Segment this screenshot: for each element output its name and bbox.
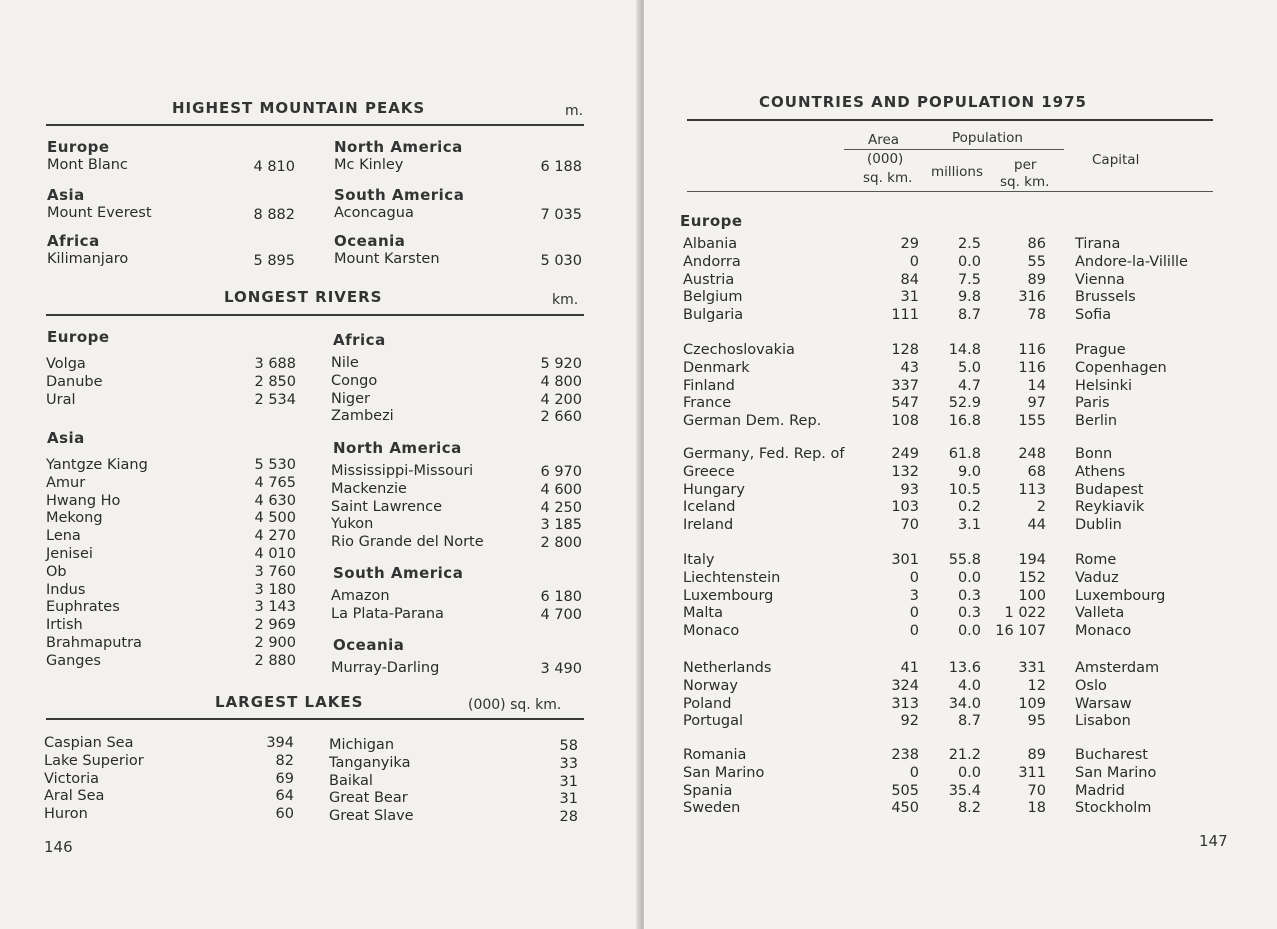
country-population: 4.7	[957, 377, 981, 394]
lakes-rule	[46, 718, 584, 720]
river-name: Ural	[46, 391, 76, 408]
mountain-region: Africa	[47, 232, 100, 250]
lake-name: Great Slave	[329, 808, 414, 825]
river-name: Hwang Ho	[46, 492, 121, 509]
country-capital: Prague	[1075, 342, 1126, 358]
river-length: 3 688	[254, 356, 296, 372]
lake-name: Baikal	[329, 772, 373, 789]
country-population: 61.8	[948, 446, 981, 462]
header-per: per	[1014, 157, 1037, 173]
page-number-left: 146	[44, 838, 73, 856]
mountain-height: 5 895	[253, 253, 295, 269]
country-name: Hungary	[683, 481, 745, 498]
region-europe: Europe	[680, 212, 743, 230]
mountain-height: 6 188	[540, 159, 582, 175]
lake-area: 394	[266, 735, 294, 751]
river-name: Saint Lawrence	[331, 498, 443, 515]
country-name: Czechoslovakia	[683, 342, 795, 358]
mountain-region: North America	[334, 138, 463, 156]
country-capital: Helsinki	[1075, 377, 1133, 394]
country-capital: Oslo	[1075, 677, 1107, 694]
mountain-height: 4 810	[253, 159, 295, 175]
header-area: Area	[868, 132, 900, 148]
country-area: 103	[891, 499, 919, 516]
river-name: Yantgze Kiang	[46, 457, 148, 473]
river-name: Nile	[331, 355, 359, 371]
country-name: Iceland	[683, 499, 736, 516]
country-area: 84	[900, 271, 919, 288]
country-population: 14.8	[948, 342, 981, 358]
country-area: 505	[891, 782, 919, 799]
country-area: 70	[900, 517, 919, 534]
river-name: Danube	[46, 373, 103, 390]
country-capital: Stockholm	[1075, 800, 1152, 817]
header-bottom-rule	[687, 191, 1213, 192]
country-density: 14	[1027, 377, 1046, 394]
country-area: 249	[891, 446, 919, 462]
country-capital: Sofia	[1075, 307, 1112, 324]
rivers-unit: km.	[552, 292, 579, 308]
countries-top-rule	[687, 119, 1213, 121]
country-capital: Amsterdam	[1075, 660, 1160, 676]
country-density: 194	[1018, 552, 1046, 568]
country-density: 1 022	[1004, 605, 1046, 622]
river-region-south-america: South America	[333, 564, 464, 582]
country-area: 238	[891, 747, 919, 763]
river-length: 3 490	[540, 661, 582, 677]
country-area: 0	[909, 623, 919, 640]
river-region-asia: Asia	[47, 429, 85, 447]
lake-area: 28	[559, 809, 578, 826]
country-area: 0	[909, 764, 919, 781]
country-population: 55.8	[948, 552, 981, 568]
country-capital: Tirana	[1075, 236, 1121, 252]
country-name: Liechtenstein	[683, 569, 781, 586]
country-capital: Madrid	[1075, 782, 1125, 799]
country-name: Albania	[683, 236, 738, 252]
country-density: 152	[1018, 569, 1046, 586]
country-area: 0	[909, 605, 919, 622]
river-name: Volga	[46, 356, 86, 372]
river-length: 2 969	[254, 617, 296, 634]
country-capital: San Marino	[1075, 764, 1157, 781]
lake-area: 69	[275, 770, 294, 787]
lake-name: Caspian Sea	[44, 735, 134, 751]
country-capital: Bonn	[1075, 446, 1113, 462]
country-name: Norway	[683, 677, 739, 694]
lake-name: Michigan	[329, 737, 395, 753]
river-length: 3 180	[254, 581, 296, 598]
rivers-rule	[46, 314, 584, 316]
country-capital: Valleta	[1075, 605, 1125, 622]
country-area: 111	[891, 307, 919, 324]
country-name: Andorra	[683, 253, 741, 270]
country-area: 108	[891, 413, 919, 430]
lake-area: 58	[559, 738, 578, 754]
header-underline	[844, 149, 1064, 150]
lakes-unit: (000) sq. km.	[468, 697, 562, 713]
country-capital: Reykiavik	[1075, 499, 1145, 516]
country-area: 0	[909, 253, 919, 270]
river-name: Amur	[46, 474, 86, 491]
country-name: Germany, Fed. Rep. of	[683, 446, 845, 462]
river-region-africa: Africa	[333, 331, 386, 349]
lake-name: Great Bear	[329, 790, 408, 807]
mountain-name: Mount Everest	[47, 205, 152, 221]
lake-name: Lake Superior	[44, 752, 144, 769]
river-length: 5 530	[254, 457, 296, 473]
country-density: 89	[1027, 271, 1046, 288]
country-capital: Dublin	[1075, 517, 1122, 534]
river-region-north-america: North America	[333, 439, 462, 457]
country-capital: Vaduz	[1075, 569, 1119, 586]
country-population: 52.9	[948, 395, 981, 412]
mountain-region: South America	[334, 186, 465, 204]
country-name: Luxembourg	[683, 587, 774, 604]
country-population: 8.7	[957, 713, 981, 730]
river-name: Mackenzie	[331, 480, 407, 497]
country-area: 0	[909, 569, 919, 586]
country-area: 313	[891, 695, 919, 712]
country-capital: Rome	[1075, 552, 1117, 568]
country-name: San Marino	[683, 764, 765, 781]
river-length: 2 900	[254, 635, 296, 651]
country-population: 0.3	[957, 587, 981, 604]
river-length: 4 700	[540, 606, 582, 623]
page-number-right: 147	[1199, 832, 1228, 850]
river-length: 2 850	[254, 373, 296, 390]
header-area-unit1: (000)	[867, 151, 904, 167]
lake-name: Aral Sea	[44, 788, 105, 805]
mountain-height: 7 035	[540, 207, 582, 223]
river-name: Niger	[331, 390, 370, 407]
country-population: 0.0	[957, 253, 981, 270]
mountain-name: Mont Blanc	[47, 157, 128, 173]
rivers-title: LONGEST RIVERS	[224, 288, 383, 306]
country-capital: Copenhagen	[1075, 359, 1167, 376]
river-region-oceania: Oceania	[333, 636, 405, 654]
lake-name: Tanganyika	[329, 754, 411, 771]
header-population: Population	[952, 130, 1023, 146]
country-name: Netherlands	[683, 660, 772, 676]
country-area: 41	[900, 660, 919, 676]
country-name: German Dem. Rep.	[683, 413, 822, 430]
country-density: 2	[1036, 499, 1046, 516]
country-population: 8.2	[957, 800, 981, 817]
mountain-height: 5 030	[540, 253, 582, 269]
country-capital: Vienna	[1075, 271, 1125, 288]
country-capital: Bucharest	[1075, 747, 1148, 763]
country-name: Malta	[683, 605, 723, 622]
country-population: 21.2	[948, 747, 981, 763]
country-density: 12	[1027, 677, 1046, 694]
river-length: 4 500	[254, 510, 296, 527]
river-length: 4 800	[540, 373, 582, 390]
river-length: 4 010	[254, 546, 296, 562]
mountains-rule	[46, 124, 584, 126]
country-area: 547	[891, 395, 919, 412]
country-population: 8.7	[957, 307, 981, 324]
lake-name: Victoria	[44, 770, 100, 787]
river-name: Ganges	[46, 652, 101, 669]
country-capital: Paris	[1075, 395, 1110, 412]
river-length: 6 180	[540, 589, 582, 605]
country-density: 97	[1027, 395, 1046, 412]
country-area: 301	[891, 552, 919, 568]
lake-area: 64	[275, 788, 294, 805]
river-region-europe: Europe	[47, 328, 110, 346]
mountain-name: Kilimanjaro	[47, 251, 129, 267]
country-population: 10.5	[948, 481, 981, 498]
country-population: 9.0	[957, 463, 981, 480]
header-millions: millions	[931, 164, 984, 180]
mountain-region: Europe	[47, 138, 110, 156]
river-length: 4 250	[540, 499, 582, 516]
country-area: 43	[900, 359, 919, 376]
river-length: 3 760	[254, 563, 296, 580]
country-density: 311	[1018, 764, 1046, 781]
country-population: 0.0	[957, 569, 981, 586]
country-capital: Andore-la-Vilille	[1075, 253, 1188, 270]
country-population: 2.5	[957, 236, 981, 252]
country-area: 3	[909, 587, 919, 604]
country-population: 0.0	[957, 764, 981, 781]
country-density: 70	[1027, 782, 1046, 799]
country-name: Finland	[683, 377, 735, 394]
river-length: 4 270	[254, 528, 296, 545]
country-density: 86	[1027, 236, 1046, 252]
country-density: 316	[1018, 289, 1046, 306]
country-population: 35.4	[948, 782, 981, 799]
right-page	[644, 0, 1277, 929]
country-population: 5.0	[957, 359, 981, 376]
country-name: Portugal	[683, 713, 744, 730]
country-name: Belgium	[683, 289, 743, 306]
river-name: Ob	[46, 563, 67, 580]
river-length: 4 630	[254, 492, 296, 509]
country-name: Italy	[683, 552, 715, 568]
country-capital: Brussels	[1075, 289, 1136, 306]
river-length: 2 660	[540, 409, 582, 426]
country-density: 155	[1018, 413, 1046, 430]
country-density: 16 107	[995, 623, 1046, 640]
country-area: 337	[891, 377, 919, 394]
mountain-name: Mount Karsten	[334, 251, 440, 267]
country-density: 116	[1018, 359, 1046, 376]
river-length: 2 534	[254, 391, 296, 408]
country-area: 128	[891, 342, 919, 358]
lake-area: 33	[559, 755, 578, 772]
country-density: 109	[1018, 695, 1046, 712]
countries-title: COUNTRIES AND POPULATION 1975	[759, 93, 1087, 111]
country-capital: Monaco	[1075, 623, 1132, 640]
river-name: La Plata-Parana	[331, 605, 444, 622]
river-length: 6 970	[540, 464, 582, 480]
country-population: 16.8	[948, 413, 981, 430]
river-name: Mississippi-Missouri	[331, 463, 474, 479]
river-name: Amazon	[331, 588, 390, 604]
country-density: 95	[1027, 713, 1046, 730]
lake-area: 31	[559, 773, 578, 790]
country-density: 116	[1018, 342, 1046, 358]
header-per-unit: sq. km.	[1000, 174, 1050, 190]
country-name: Greece	[683, 463, 735, 480]
river-length: 4 600	[540, 481, 582, 498]
lake-area: 82	[275, 752, 294, 769]
country-name: Poland	[683, 695, 732, 712]
country-name: Sweden	[683, 800, 741, 817]
country-density: 68	[1027, 463, 1046, 480]
mountains-unit: m.	[565, 103, 584, 119]
river-name: Zambezi	[331, 408, 394, 425]
country-capital: Warsaw	[1075, 695, 1132, 712]
lake-area: 60	[275, 806, 294, 823]
river-name: Euphrates	[46, 599, 120, 616]
country-name: France	[683, 395, 732, 412]
country-area: 29	[900, 236, 919, 252]
river-length: 4 200	[540, 391, 582, 408]
river-name: Mekong	[46, 510, 103, 527]
river-name: Irtish	[46, 617, 83, 634]
river-length: 3 143	[254, 599, 296, 616]
river-name: Lena	[46, 528, 81, 545]
river-name: Indus	[46, 581, 86, 598]
river-name: Congo	[331, 372, 378, 389]
mountain-region: Asia	[47, 186, 85, 204]
country-density: 18	[1027, 800, 1046, 817]
country-density: 78	[1027, 307, 1046, 324]
country-population: 0.0	[957, 623, 981, 640]
header-capital: Capital	[1092, 152, 1140, 168]
country-area: 31	[900, 289, 919, 306]
country-density: 248	[1018, 446, 1046, 462]
river-name: Brahmaputra	[46, 635, 142, 651]
lake-area: 31	[559, 791, 578, 808]
country-name: Ireland	[683, 517, 734, 534]
country-population: 7.5	[957, 271, 981, 288]
country-name: Romania	[683, 747, 747, 763]
country-area: 324	[891, 677, 919, 694]
country-population: 0.2	[957, 499, 981, 516]
country-population: 3.1	[957, 517, 981, 534]
country-name: Monaco	[683, 623, 740, 640]
river-name: Yukon	[331, 516, 374, 533]
country-name: Denmark	[683, 359, 750, 376]
country-area: 132	[891, 463, 919, 480]
country-population: 9.8	[957, 289, 981, 306]
country-capital: Berlin	[1075, 413, 1118, 430]
lakes-title: LARGEST LAKES	[215, 693, 364, 711]
river-length: 2 800	[540, 535, 582, 552]
country-capital: Lisabon	[1075, 713, 1131, 730]
country-area: 92	[900, 713, 919, 730]
mountain-region: Oceania	[334, 232, 406, 250]
country-density: 89	[1027, 747, 1046, 763]
country-name: Austria	[683, 271, 735, 288]
mountain-name: Mc Kinley	[334, 157, 404, 173]
country-capital: Athens	[1075, 463, 1126, 480]
country-density: 331	[1018, 660, 1046, 676]
country-density: 100	[1018, 587, 1046, 604]
mountain-name: Aconcagua	[334, 205, 414, 221]
country-population: 13.6	[948, 660, 981, 676]
country-population: 0.3	[957, 605, 981, 622]
country-density: 113	[1018, 481, 1046, 498]
country-name: Bulgaria	[683, 307, 744, 324]
country-capital: Luxembourg	[1075, 587, 1166, 604]
header-area-unit2: sq. km.	[863, 170, 913, 186]
country-density: 44	[1027, 517, 1046, 534]
river-name: Murray-Darling	[331, 660, 440, 676]
river-length: 5 920	[540, 356, 582, 372]
mountain-height: 8 882	[253, 207, 295, 223]
country-density: 55	[1027, 253, 1046, 270]
mountains-title: HIGHEST MOUNTAIN PEAKS	[172, 99, 426, 117]
country-area: 450	[891, 800, 919, 817]
country-capital: Budapest	[1075, 481, 1144, 498]
river-length: 2 880	[254, 652, 296, 669]
river-name: Jenisei	[46, 546, 93, 562]
lake-name: Huron	[44, 806, 88, 823]
country-population: 4.0	[957, 677, 981, 694]
country-name: Spania	[683, 782, 733, 799]
country-population: 34.0	[948, 695, 981, 712]
river-name: Rio Grande del Norte	[331, 534, 484, 551]
country-area: 93	[900, 481, 919, 498]
river-length: 4 765	[254, 474, 296, 491]
river-length: 3 185	[540, 517, 582, 534]
